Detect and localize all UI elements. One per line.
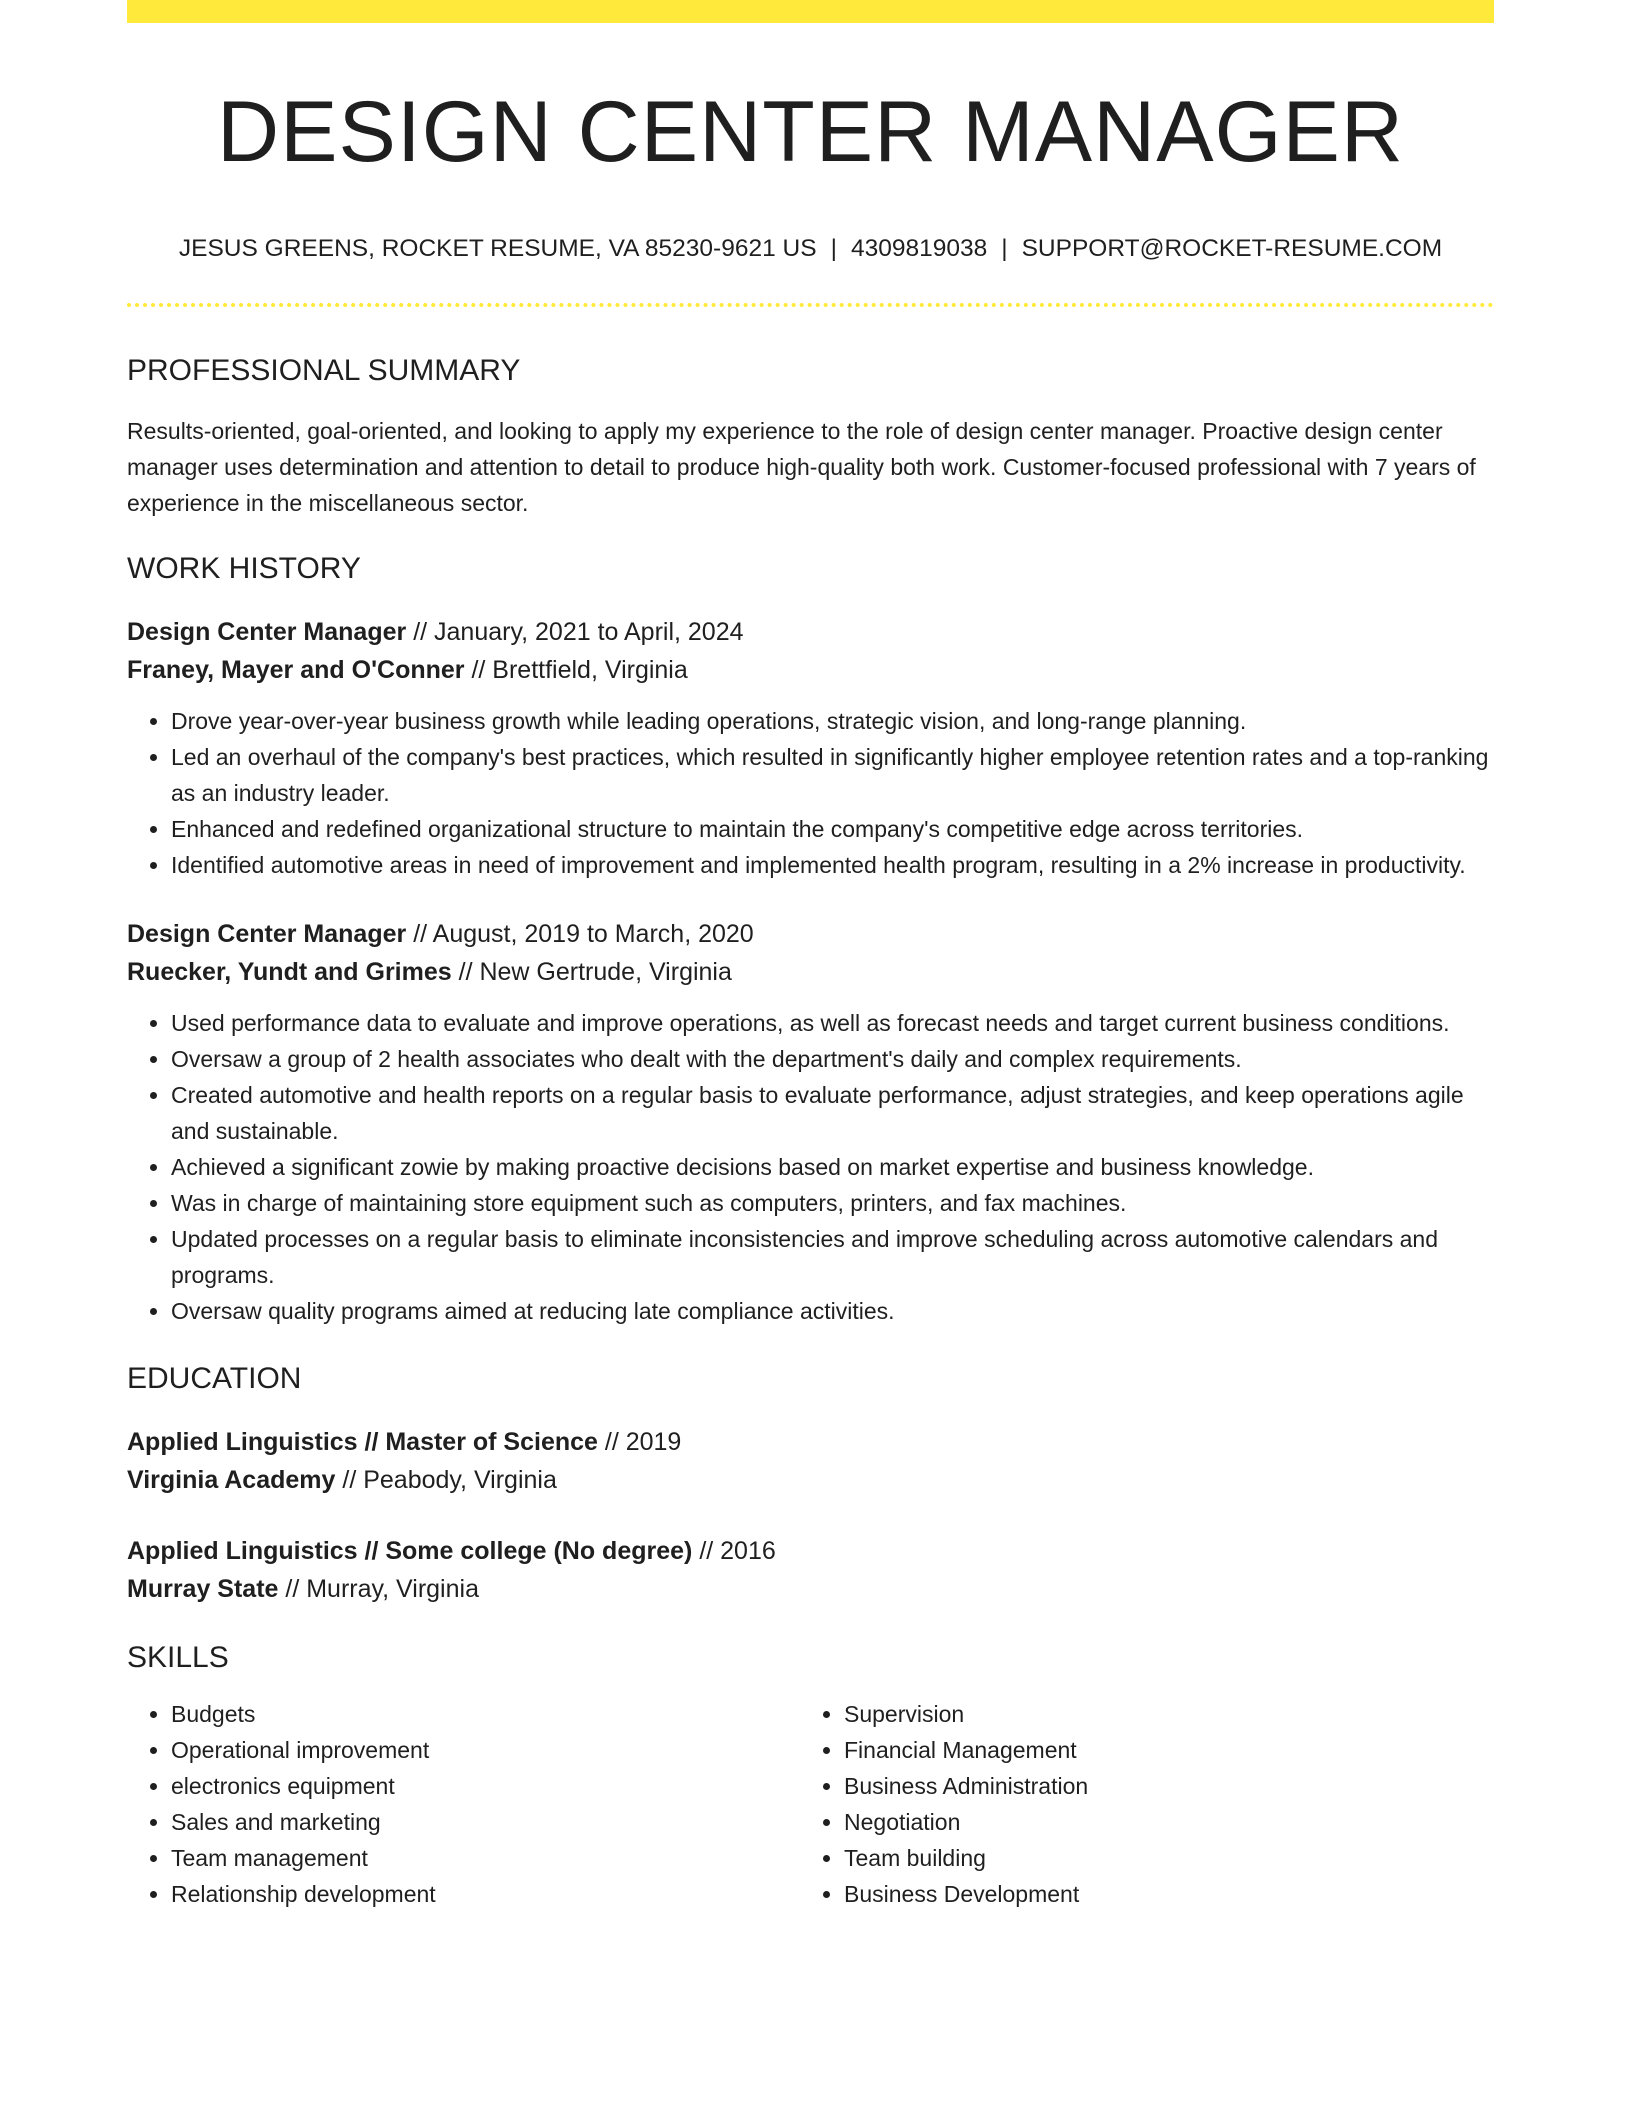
- job-title-line: [127, 613, 1494, 651]
- job-header: [127, 613, 1494, 689]
- job-dates: // August, 2019 to March, 2020: [406, 919, 754, 948]
- job-bullet: • Used performance data to evaluate and improve operations, as well as forecast needs and target current business conditions.: [171, 1005, 1494, 1041]
- job-bullet: • Was in charge of maintaining store equipment such as computers, printers, and fax machines.: [171, 1185, 1494, 1221]
- skill-item: • Financial Management: [844, 1732, 1473, 1768]
- job-company: Franey, Mayer and O'Conner: [127, 655, 465, 684]
- job-dates: // January, 2021 to April, 2024: [406, 617, 744, 646]
- job-title-line: [127, 915, 1494, 953]
- education-location: // Murray, Virginia: [278, 1574, 479, 1603]
- education-school: Virginia Academy: [127, 1465, 336, 1494]
- education-year: // 2019: [597, 1427, 682, 1456]
- education-school: Murray State: [127, 1574, 279, 1603]
- skill-item: • electronics equipment: [171, 1768, 800, 1804]
- skills-column-left: [127, 1696, 800, 1912]
- education-year: // 2016: [692, 1536, 776, 1565]
- education-entry: [127, 1532, 1494, 1608]
- skill-item: • Relationship development: [171, 1876, 800, 1912]
- skills-list: [800, 1696, 1473, 1912]
- accent-top-bar: [127, 0, 1494, 23]
- job-bullet: • Led an overhaul of the company's best practices, which resulted in significantly higher employee retention rates and a top-ranking as an industry leader.: [171, 739, 1494, 811]
- job-title: Design Center Manager: [127, 919, 407, 948]
- job-company-line: [127, 651, 1494, 689]
- skill-item: • Supervision: [844, 1696, 1473, 1732]
- contact-line: [127, 234, 1494, 263]
- contact-phone: 4309819038: [850, 234, 988, 262]
- job-location: // Brettfield, Virginia: [464, 655, 688, 684]
- resume-page: [127, 0, 1494, 1912]
- skill-item: • Budgets: [171, 1696, 800, 1732]
- contact-address: JESUS GREENS, ROCKET RESUME, VA 85230-9621 US: [178, 234, 817, 262]
- skill-item: • Negotiation: [844, 1804, 1473, 1840]
- education-school-line: [127, 1570, 1494, 1608]
- contact-separator: |: [1001, 234, 1008, 262]
- skill-item: • Sales and marketing: [171, 1804, 800, 1840]
- skill-item: • Team management: [171, 1840, 800, 1876]
- skills-column-right: [800, 1696, 1473, 1912]
- job-title: Design Center Manager: [127, 617, 407, 646]
- education-degree-line: [127, 1423, 1494, 1461]
- job-bullet: • Identified automotive areas in need of improvement and implemented health program, resulting in a 2% increase in productivity.: [171, 847, 1494, 883]
- job-bullet: • Created automotive and health reports on a regular basis to evaluate performance, adjust strategies, and keep operations agile and sustainable.: [171, 1077, 1494, 1149]
- summary-heading: PROFESSIONAL SUMMARY: [127, 353, 521, 387]
- contact-email: SUPPORT@ROCKET-RESUME.COM: [1021, 234, 1443, 262]
- summary-text: Results-oriented, goal-oriented, and looking to apply my experience to the role of design center manager. Proactive design center manager uses determination and attention to detail to produce high-quality both work. Customer-focused professional with 7 years of experience in the miscellaneous sector.: [127, 417, 1476, 516]
- job-bullet: • Drove year-over-year business growth while leading operations, strategic vision, and long-range planning.: [171, 703, 1494, 739]
- job-bullet: • Enhanced and redefined organizational structure to maintain the company's competitive edge across territories.: [171, 811, 1494, 847]
- job-bullet: • Achieved a significant zowie by making proactive decisions based on market expertise and business knowledge.: [171, 1149, 1494, 1185]
- education-degree-line: [127, 1532, 1494, 1570]
- education-degree: Applied Linguistics // Master of Science: [127, 1427, 598, 1456]
- education-location: // Peabody, Virginia: [335, 1465, 557, 1494]
- job-bullets: [127, 703, 1494, 883]
- education-entry: [127, 1423, 1494, 1499]
- job-company-line: [127, 953, 1494, 991]
- skills-grid: [127, 1696, 1494, 1912]
- work-history-heading: WORK HISTORY: [127, 551, 361, 585]
- job-bullet: • Oversaw a group of 2 health associates who dealt with the department's daily and complex requirements.: [171, 1041, 1494, 1077]
- resume-title: DESIGN CENTER MANAGER: [217, 84, 1404, 180]
- job-header: [127, 915, 1494, 991]
- contact-separator: |: [830, 234, 837, 262]
- dotted-divider: [127, 303, 1494, 307]
- education-degree: Applied Linguistics // Some college (No degree): [127, 1536, 693, 1565]
- skill-item: • Business Development: [844, 1876, 1473, 1912]
- job-location: // New Gertrude, Virginia: [451, 957, 732, 986]
- skill-item: • Team building: [844, 1840, 1473, 1876]
- skill-item: • Operational improvement: [171, 1732, 800, 1768]
- job-bullet: • Oversaw quality programs aimed at reducing late compliance activities.: [171, 1293, 1494, 1329]
- skills-list: [127, 1696, 800, 1912]
- job-bullet: • Updated processes on a regular basis to eliminate inconsistencies and improve scheduling across automotive calendars and programs.: [171, 1221, 1494, 1293]
- skill-item: • Business Administration: [844, 1768, 1473, 1804]
- education-school-line: [127, 1461, 1494, 1499]
- education-heading: EDUCATION: [127, 1361, 302, 1395]
- job-company: Ruecker, Yundt and Grimes: [127, 957, 452, 986]
- skills-heading: SKILLS: [127, 1640, 229, 1674]
- job-bullets: [127, 1005, 1494, 1329]
